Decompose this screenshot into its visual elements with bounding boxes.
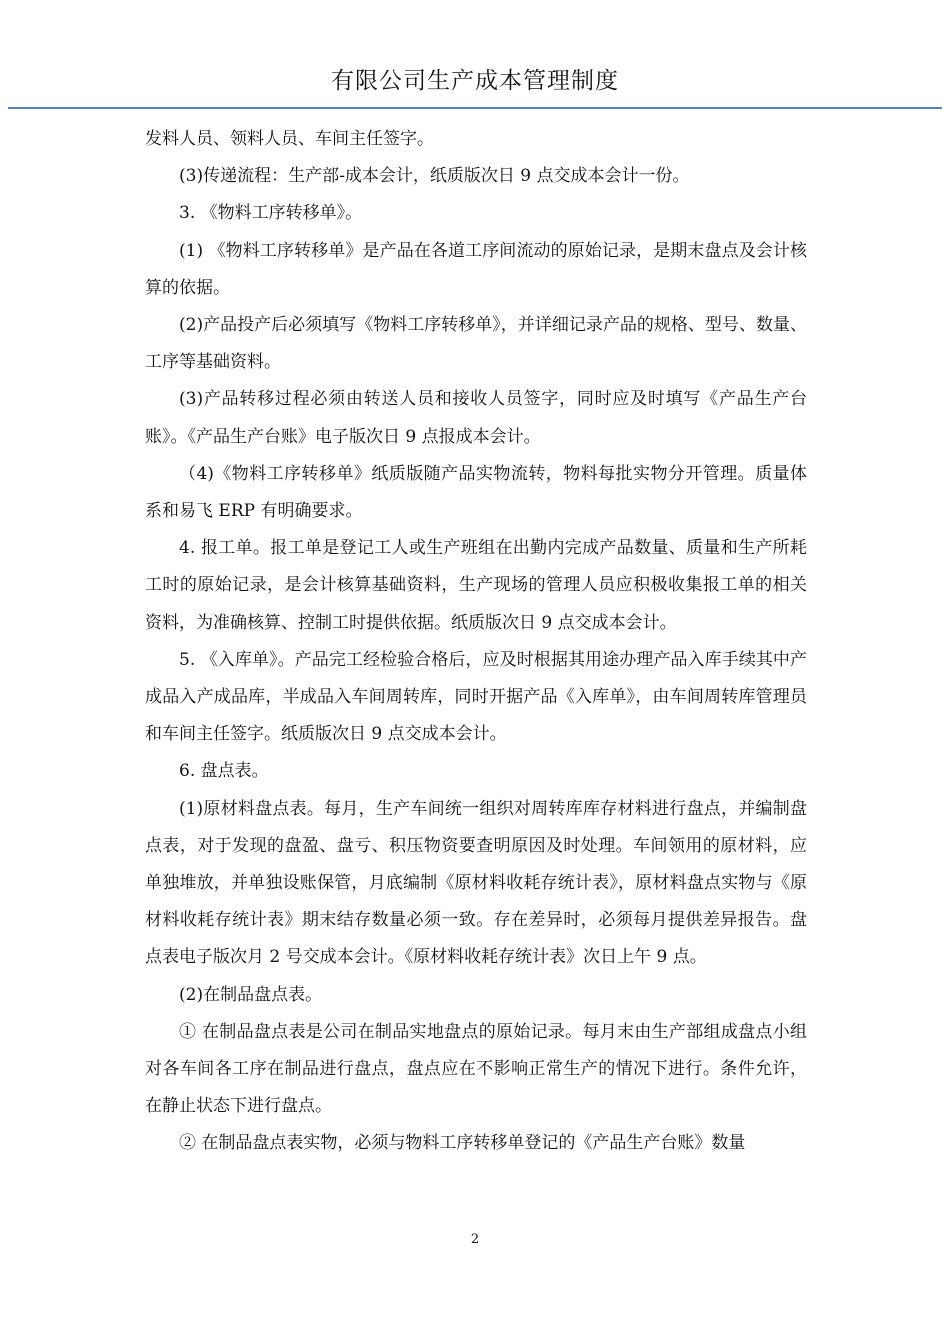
paragraph: 5. 《入库单》。产品完工经检验合格后，应及时根据其用途办理产品入库手续其中产成品入产成品库，半成品入车间周转库，同时开据产品《入库单》，由车间周转库管理员和车间主任签字。纸质版次日 9 点交成本会计。 <box>145 649 807 745</box>
page-header-title: 有限公司生产成本管理制度 <box>331 68 619 94</box>
paragraph: 3. 《物料工序转移单》。 <box>179 203 363 224</box>
paragraph: (1)原材料盘点表。每月，生产车间统一组织对周转库库存材料进行盘点，并编制盘点表，对于发现的盘盈、盘亏、积压物资要查明原因及时处理。车间领用的原材料，应单独堆放，并单独设账保管，月底编制《原材料收耗存统计表》，原材料盘点实物与《原材料收耗存统计表》期末结存数量必须一致。存在差异时，必须每月提供差异报告。盘点表电子版次月 2 号交成本会计。《原材料收耗存统计表》次日上午 9 点。 <box>145 798 807 968</box>
paragraph: （4)《物料工序转移单》纸质版随产品实物流转，物料每批实物分开管理。质量体系和易飞 ERP 有明确要求。 <box>145 463 807 522</box>
document-body <box>145 121 807 1163</box>
paragraph: (3)传递流程：生产部-成本会计，纸质版次日 9 点交成本会计一份。 <box>179 166 690 187</box>
paragraph: (3)产品转移过程必须由转送人员和接收人员签字，同时应及时填写《产品生产台账》。《产品生产台账》电子版次日 9 点报成本会计。 <box>145 389 807 447</box>
header-divider <box>8 107 942 109</box>
paragraph: ② 在制品盘点表实物，必须与物料工序转移单登记的《产品生产台账》数量 <box>179 1133 746 1154</box>
paragraph: ① 在制品盘点表是公司在制品实地盘点的原始记录。每月末由生产部组成盘点小组对各车间各工序在制品进行盘点，盘点应在不影响正常生产的情况下进行。条件允许，在静止状态下进行盘点。 <box>145 1021 807 1117</box>
paragraph: (2)在制品盘点表。 <box>179 984 323 1005</box>
paragraph: 4. 报工单。报工单是登记工人或生产班组在出勤内完成产品数量、质量和生产所耗工时的原始记录，是会计核算基础资料，生产现场的管理人员应积极收集报工单的相关资料，为准确核算、控制工时提供依据。纸质版次日 9 点交成本会计。 <box>145 538 807 633</box>
paragraph: 发料人员、领料人员、车间主任签字。 <box>145 129 434 149</box>
page-number: 2 <box>470 1232 480 1247</box>
paragraph: 6. 盘点表。 <box>179 761 269 782</box>
paragraph: (2)产品投产后必须填写《物料工序转移单》，并详细记录产品的规格、型号、数量、工序等基础资料。 <box>145 315 807 373</box>
paragraph: (1) 《物料工序转移单》是产品在各道工序间流动的原始记录，是期末盘点及会计核算的依据。 <box>145 240 807 298</box>
